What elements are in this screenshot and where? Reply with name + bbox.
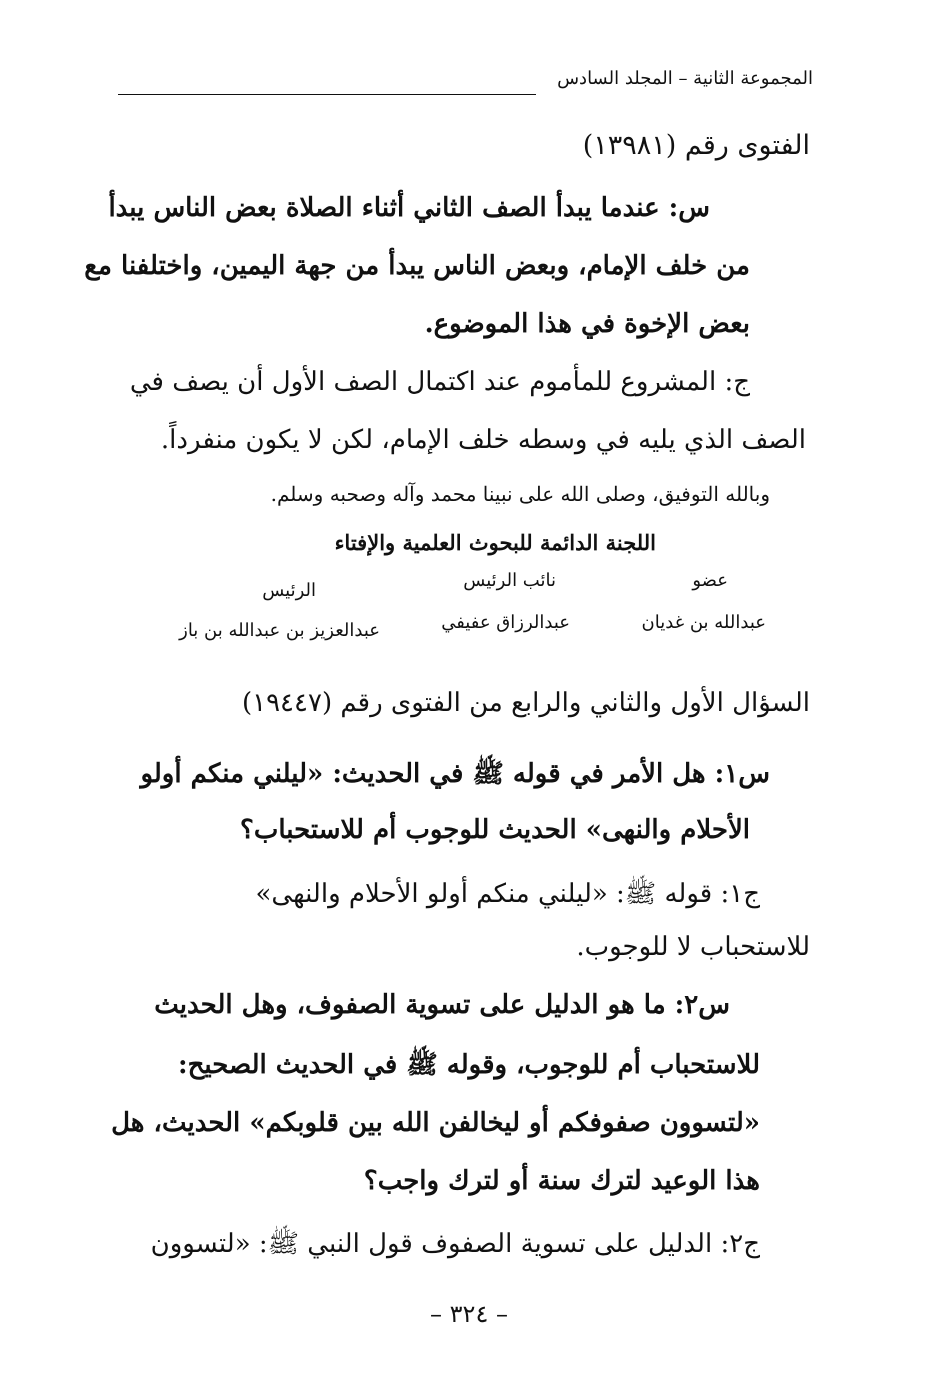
fatwa-1-question-line: من خلف الإمام، وبعض الناس يبدأ من جهة اليمين، واختلفنا مع [84, 251, 750, 281]
fatwa-1-question-line: بعض الإخوة في هذا الموضوع. [424, 309, 750, 339]
q1-line: الأحلام والنهى» الحديث للوجوب أم للاستحباب؟ [240, 815, 750, 845]
q1-line: س١: هل الأمر في قوله ﷺ في الحديث: «ليلني منكم أولو [140, 759, 770, 789]
signatory-title: الرئيس [262, 580, 316, 601]
a1-line: للاستحباب لا للوجوب. [576, 932, 810, 962]
signatory-name: عبدالله بن غديان [641, 612, 766, 633]
q2-line: هذا الوعيد لترك سنة أو لترك واجب؟ [363, 1166, 760, 1196]
signatory-title: نائب الرئيس [463, 570, 556, 591]
fatwa-1-title: الفتوى رقم (١٣٩٨١) [582, 130, 810, 161]
running-head: المجموعة الثانية – المجلد السادس [557, 68, 813, 89]
q2-line: «لتسوون صفوفكم أو ليخالفن الله بين قلوبكم» الحديث، هل [111, 1108, 760, 1138]
a1-line: ج١: قوله ﷺ: «ليلني منكم أولو الأحلام والنهى» [255, 879, 760, 909]
fatwa-2-title: السؤال الأول والثاني والرابع من الفتوى رقم (١٩٤٤٧) [241, 688, 810, 718]
header-rule [118, 94, 536, 95]
signatory-name: عبدالرزاق عفيفي [441, 612, 570, 633]
committee-name: اللجنة الدائمة للبحوث العلمية والإفتاء [334, 530, 656, 555]
q2-line: س٢: ما هو الدليل على تسوية الصفوف، وهل الحديث [154, 990, 730, 1020]
page-number: – ٣٢٤ – [430, 1300, 508, 1328]
closing-formula: وبالله التوفيق، وصلى الله على نبينا محمد وآله وصحبه وسلم. [270, 482, 770, 506]
a2-line: ج٢: الدليل على تسوية الصفوف قول النبي ﷺ: «لتسوون [150, 1229, 760, 1259]
q2-line: للاستحباب أم للوجوب، وقوله ﷺ في الحديث الصحيح: [178, 1050, 760, 1080]
fatwa-1-question-line: س: عندما يبدأ الصف الثاني أثناء الصلاة بعض الناس يبدأ [108, 193, 710, 223]
signatory-title: عضو [692, 570, 728, 591]
fatwa-1-answer-line: الصف الذي يليه في وسطه خلف الإمام، لكن لا يكون منفرداً. [160, 425, 806, 455]
signatory-name: عبدالعزيز بن عبدالله بن باز [179, 620, 380, 641]
fatwa-1-answer-line: ج: المشروع للمأموم عند اكتمال الصف الأول أن يصف في [129, 367, 750, 397]
